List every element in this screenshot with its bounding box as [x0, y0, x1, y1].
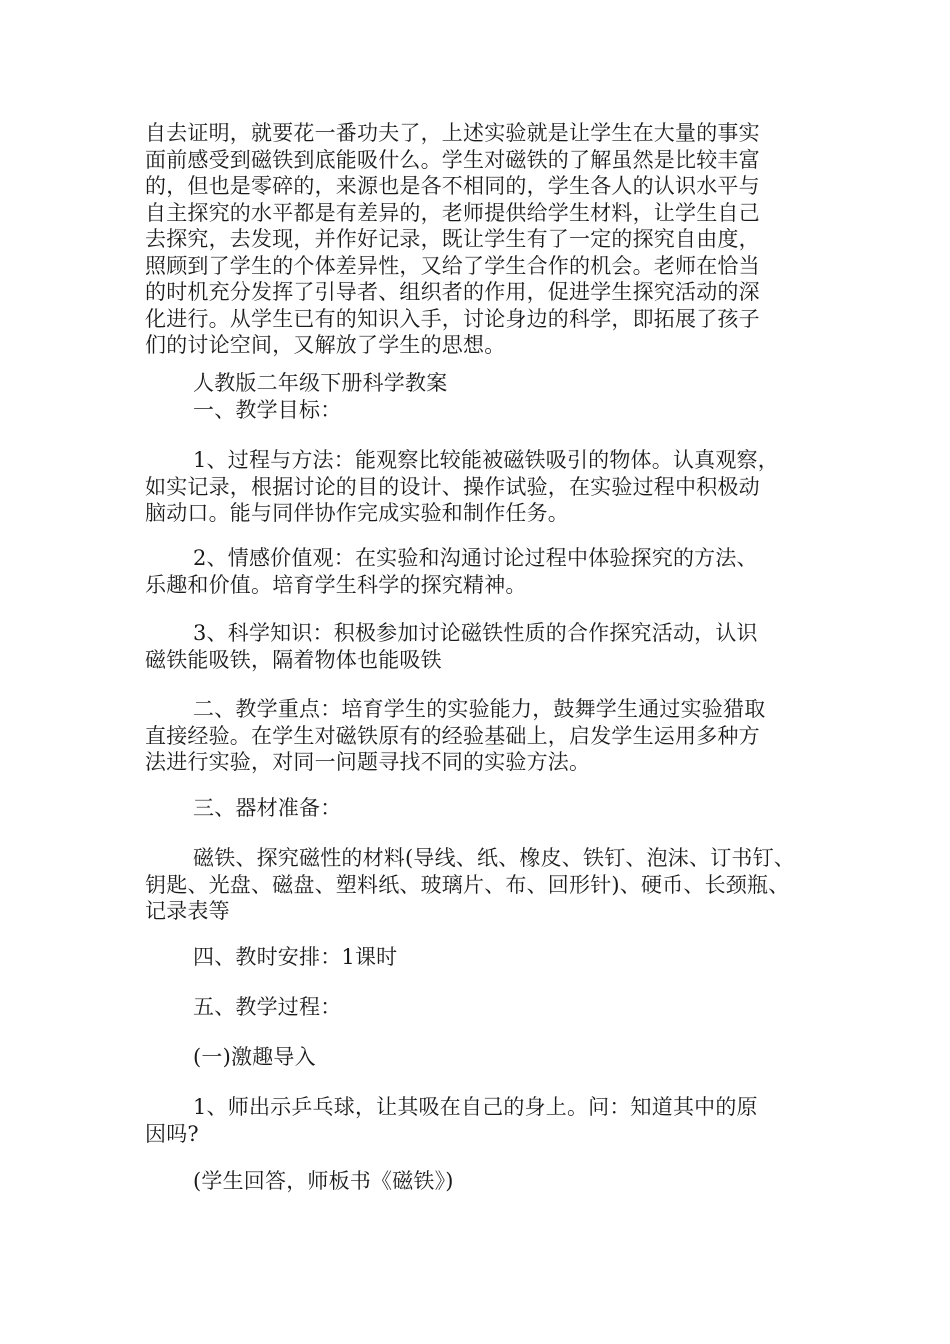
goal-1-paragraph	[145, 447, 817, 527]
intro-line: 化进行。从学生已有的知识入手，讨论身边的科学，即拓展了孩子	[145, 306, 760, 331]
student-answer-block	[145, 1168, 817, 1195]
materials-line: 记录表等	[145, 899, 230, 923]
goal-1-line: 如实记录，根据讨论的目的设计、操作试验，在实验过程中积极动	[145, 474, 760, 499]
goal-2-paragraph	[145, 545, 817, 598]
section-2-line: 法进行实验，对同一问题寻找不同的实验方法。	[145, 750, 591, 774]
section-5-heading-block	[145, 994, 817, 1021]
intro-line: 们的讨论空间，又解放了学生的思想。	[145, 333, 506, 357]
section-2-paragraph	[145, 696, 817, 776]
section-heading-materials: 三、器材准备：	[193, 796, 342, 820]
intro-paragraph	[145, 120, 817, 359]
section-heading-process: 五、教学过程：	[193, 995, 342, 1019]
student-answer: (学生回答，师板书《磁铁》)	[193, 1169, 454, 1193]
section-heading-goals: 一、教学目标：	[193, 397, 342, 422]
goal-2-line: 2、情感价值观：在实验和沟通讨论过程中体验探究的方法、	[193, 546, 758, 570]
goal-1-line: 1、过程与方法：能观察比较能被磁铁吸引的物体。认真观察，	[193, 448, 779, 472]
step-1-paragraph	[145, 1094, 817, 1147]
document-title-block	[145, 370, 817, 423]
intro-line: 自主探究的水平都是有差异的，老师提供给学生材料，让学生自己	[145, 200, 760, 225]
step-1-line: 因吗?	[145, 1121, 199, 1146]
section-heading-schedule: 四、教时安排：1课时	[193, 945, 398, 969]
section-2-line: 二、教学重点：培育学生的实验能力，鼓舞学生通过实验猎取	[193, 697, 766, 721]
section-3-heading-block	[145, 795, 817, 822]
intro-line: 面前感受到磁铁到底能吸什么。学生对磁铁的了解虽然是比较丰富	[145, 147, 760, 172]
document-title: 人教版二年级下册科学教案	[193, 371, 448, 395]
intro-line: 去探究，去发现，并作好记录，既让学生有了一定的探究自由度，	[145, 227, 760, 251]
section-2-line: 直接经验。在学生对磁铁原有的经验基础上，启发学生运用多种方	[145, 723, 760, 748]
goal-3-paragraph	[145, 620, 817, 673]
goal-3-line: 磁铁能吸铁，隔着物体也能吸铁	[145, 647, 442, 672]
materials-line: 磁铁、探究磁性的材料(导线、纸、橡皮、铁钉、泡沫、订书钉、	[193, 846, 795, 870]
goal-1-line: 脑动口。能与同伴协作完成实验和制作任务。	[145, 501, 569, 525]
materials-line: 钥匙、光盘、磁盘、塑料纸、玻璃片、布、回形针)、硬币、长颈瓶、	[145, 872, 790, 897]
subsection-heading-intro: (一)激趣导入	[193, 1045, 316, 1069]
intro-line: 自去证明，就要花一番功夫了，上述实验就是让学生在大量的事实	[145, 121, 760, 145]
section-4-heading-block	[145, 944, 817, 971]
intro-line: 照顾到了学生的个体差异性，又给了学生合作的机会。老师在恰当	[145, 253, 760, 278]
goal-2-line: 乐趣和价值。培育学生科学的探究精神。	[145, 572, 527, 597]
goal-3-line: 3、科学知识：积极参加讨论磁铁性质的合作探究活动，认识	[193, 621, 758, 645]
subsection-1-heading-block	[145, 1044, 817, 1071]
step-1-line: 1、师出示乒乓球，让其吸在自己的身上。问：知道其中的原	[193, 1095, 758, 1119]
intro-line: 的时机充分发挥了引导者、组织者的作用，促进学生探究活动的深	[145, 280, 760, 304]
materials-paragraph	[145, 845, 817, 925]
intro-line: 的，但也是零碎的，来源也是各不相同的，学生各人的认识水平与	[145, 174, 760, 198]
